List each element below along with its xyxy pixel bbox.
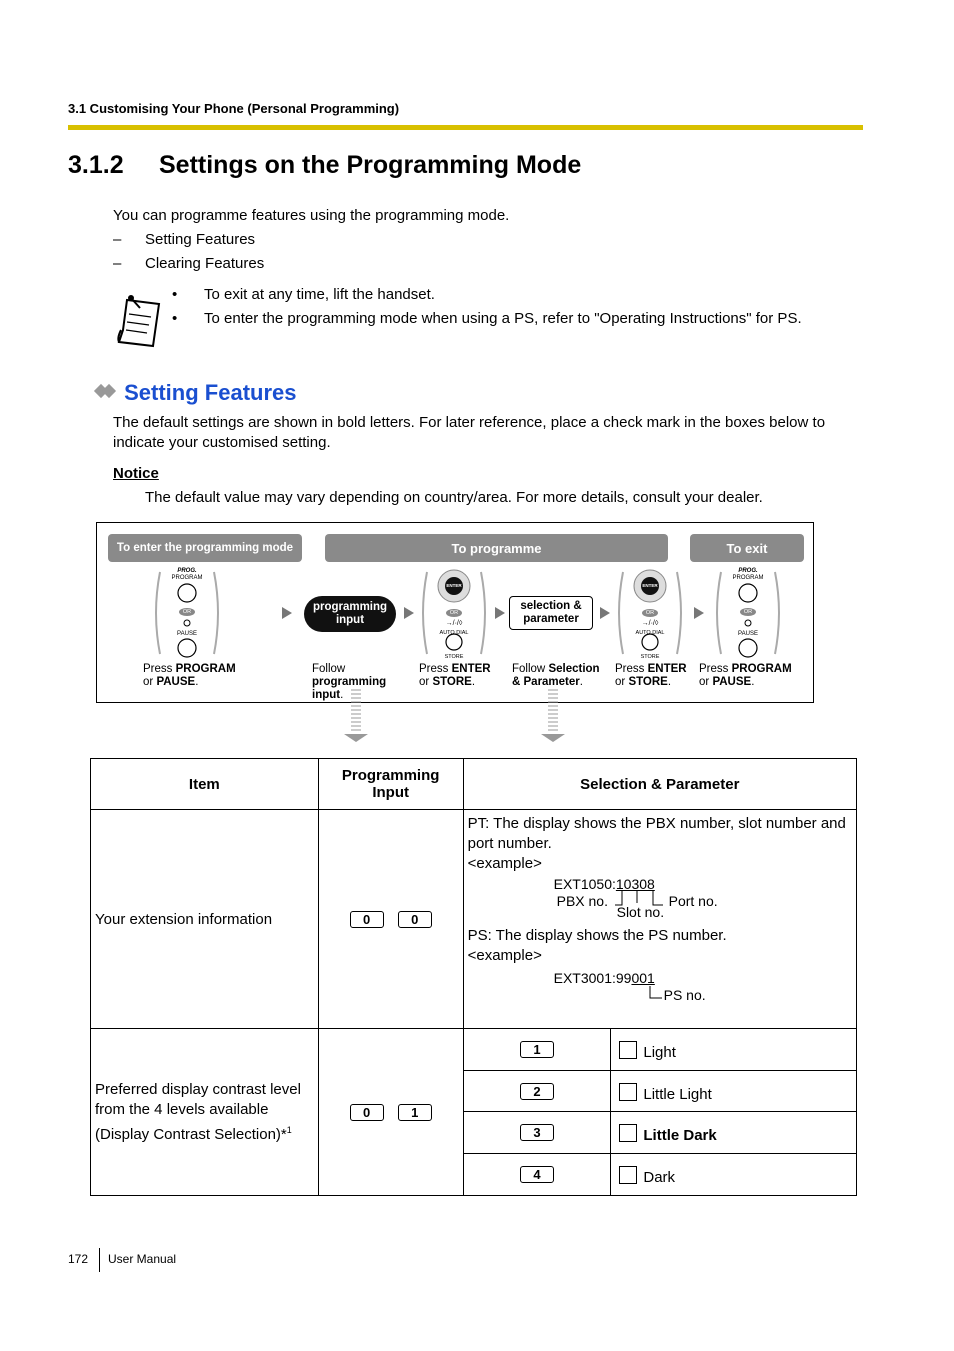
down-arrow-icon	[539, 688, 567, 744]
col-header-selection: Selection & Parameter	[463, 759, 856, 810]
note-icon	[113, 290, 165, 348]
caption-follow-selection: Follow Selection & Parameter.	[512, 663, 600, 688]
col-header-item: Item	[91, 759, 319, 810]
notice-text: The default value may vary depending on country/area. For more details, consult your dealer.	[145, 489, 763, 506]
table-header-row	[91, 759, 857, 810]
item-cell: Your extension information	[91, 810, 319, 1029]
pbx-no-label: PBX no.	[556, 893, 608, 909]
pt-description: PT: The display shows the PBX number, slot number and port number.	[467, 815, 846, 852]
page-number: 172	[68, 1252, 89, 1266]
note-bullet: •	[172, 310, 178, 327]
option-label-default: Little Dark	[643, 1127, 717, 1144]
input-cell	[318, 810, 463, 1029]
ps-example-value: 001	[631, 970, 655, 986]
option-key-cell	[463, 1071, 611, 1112]
enter-store-keys	[419, 568, 489, 660]
prog-key-label: PROG.	[177, 568, 197, 574]
key-0: 0	[350, 911, 384, 928]
item-cell: Preferred display contrast level from the 4 levels available (Display Contrast Selection)*$^1$	[91, 1029, 319, 1196]
option-label: Dark	[643, 1169, 676, 1186]
pt-example-value: 10308	[615, 876, 655, 892]
or-label: OR	[449, 610, 459, 616]
enter-store-keys	[615, 568, 685, 660]
option-label: Little Light	[643, 1086, 712, 1103]
key-1: 1	[520, 1041, 554, 1058]
arrow-right-icon	[600, 607, 610, 619]
intro-item	[113, 231, 256, 248]
page-title	[68, 151, 581, 180]
option-key-cell	[463, 1154, 611, 1196]
note-bullet: •	[172, 286, 178, 303]
arrow-right-icon	[404, 607, 414, 619]
caption-press-enter: Press ENTER or STORE.	[419, 663, 491, 688]
arrow-right-icon	[495, 607, 505, 619]
option-label-cell	[611, 1071, 857, 1112]
arrow-slash-icon: →/·/◊	[445, 620, 463, 627]
notice-label: Notice	[113, 465, 159, 482]
down-arrow-icon	[342, 688, 370, 744]
selection-parameter-box: selection & parameter	[509, 596, 593, 630]
table-row	[91, 810, 857, 1029]
option-label: Light	[643, 1044, 676, 1061]
footer-divider	[99, 1248, 100, 1272]
ps-description: PS: The display shows the PS number.	[467, 927, 727, 944]
auto-dial-label: AUTO DIAL	[635, 630, 665, 636]
option-label-cell	[611, 1112, 857, 1154]
checkbox[interactable]	[619, 1083, 637, 1101]
pause-key-label: PAUSE	[177, 631, 197, 637]
programming-flow-diagram	[96, 522, 814, 703]
selection-cell	[463, 810, 856, 1029]
header-rule	[68, 125, 863, 130]
key-0: 0	[398, 911, 432, 928]
key-1: 1	[398, 1104, 432, 1121]
enter-mode-label: To enter the programming mode	[108, 534, 302, 562]
checkbox[interactable]	[619, 1041, 637, 1059]
caption-press-enter: Press ENTER or STORE.	[615, 663, 687, 688]
pt-example-prefix: EXT1050:	[553, 876, 616, 892]
key-0: 0	[350, 1104, 384, 1121]
program-pause-keys	[713, 568, 783, 658]
input-cell	[318, 1029, 463, 1196]
store-key-label: STORE	[640, 654, 660, 660]
dash: –	[113, 255, 122, 272]
table-row	[91, 1029, 857, 1071]
intro-line: You can programme features using the programming mode.	[113, 207, 510, 224]
footer-label: User Manual	[108, 1252, 177, 1266]
store-key-label: STORE	[444, 654, 464, 660]
program-key-label: PROGRAM	[171, 575, 203, 581]
arrow-right-icon	[282, 607, 292, 619]
caption-press-program: Press PROGRAM or PAUSE.	[143, 663, 236, 688]
option-key-cell	[463, 1112, 611, 1154]
note-text: To exit at any time, lift the handset.	[204, 286, 435, 303]
ps-no-label: PS no.	[663, 987, 706, 1003]
setting-features-heading	[96, 380, 297, 406]
programming-input-box: programming input	[304, 596, 396, 632]
example-label: <example>	[467, 855, 542, 872]
example-label: <example>	[467, 947, 542, 964]
slot-no-label: Slot no.	[616, 904, 665, 920]
caption-press-program: Press PROGRAM or PAUSE.	[699, 663, 792, 688]
note-text: To enter the programming mode when using a PS, refer to "Operating Instructions" for PS.	[204, 310, 802, 327]
setting-features-desc: The default settings are shown in bold letters. For later reference, place a check mark in the boxes below to indicate your customised setting.	[113, 414, 826, 451]
intro-item	[113, 255, 265, 272]
section-header: 3.1 Customising Your Phone (Personal Programming)	[68, 101, 400, 116]
option-label-cell	[611, 1029, 857, 1071]
option-key-cell	[463, 1029, 611, 1071]
or-label: OR	[743, 609, 753, 615]
program-pause-keys	[152, 568, 222, 658]
intro-item-label: Clearing Features	[145, 255, 265, 272]
settings-table	[90, 758, 857, 1196]
auto-dial-label: AUTO DIAL	[439, 630, 469, 636]
program-key-label: PROGRAM	[732, 575, 764, 581]
caption-follow-input: Follow programming input.	[312, 663, 387, 701]
enter-key-label: ENTER	[642, 583, 658, 588]
bracket-line-icon	[648, 986, 664, 1000]
pause-key-label: PAUSE	[738, 631, 758, 637]
to-programme-label: To programme	[325, 534, 668, 562]
arrow-right-icon	[694, 607, 704, 619]
section-number: 3.1.2	[68, 151, 124, 179]
port-no-label: Port no.	[668, 893, 718, 909]
key-3: 3	[520, 1124, 554, 1141]
heading-text: Setting Features	[124, 380, 297, 405]
pt-example	[468, 874, 852, 926]
col-header-input: Programming Input	[318, 759, 463, 810]
intro-item-label: Setting Features	[145, 231, 256, 248]
or-label: OR	[182, 609, 192, 615]
key-2: 2	[520, 1083, 554, 1100]
arrow-slash-icon: →/·/◊	[641, 620, 659, 627]
enter-key-label: ENTER	[446, 583, 462, 588]
to-exit-label: To exit	[690, 534, 804, 562]
dash: –	[113, 231, 122, 248]
title-text: Settings on the Programming Mode	[159, 151, 582, 179]
ps-example-prefix: EXT3001:99	[553, 970, 632, 986]
or-label: OR	[645, 610, 655, 616]
checkbox[interactable]	[619, 1166, 637, 1184]
checkbox[interactable]	[619, 1124, 637, 1142]
ps-example	[468, 966, 852, 1008]
option-label-cell	[611, 1154, 857, 1196]
prog-key-label: PROG.	[738, 568, 758, 574]
key-4: 4	[520, 1166, 554, 1183]
